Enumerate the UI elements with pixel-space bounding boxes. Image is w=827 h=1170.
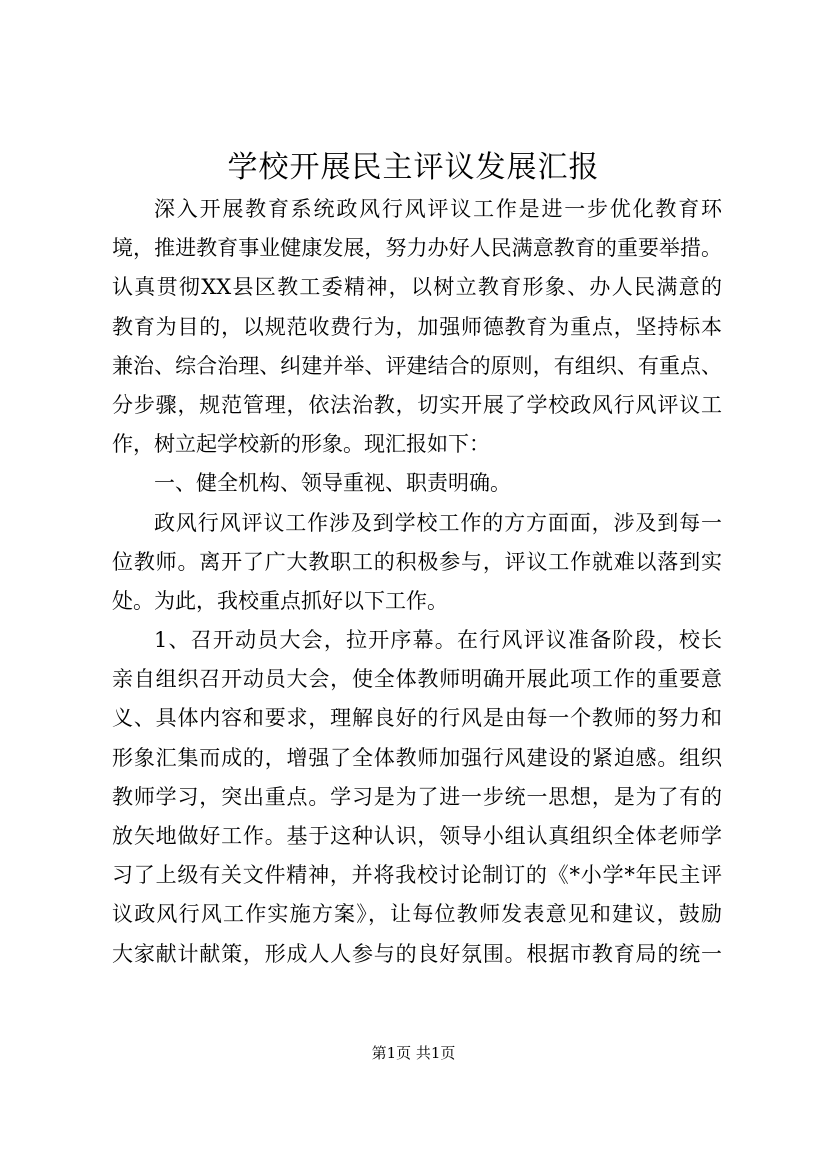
paragraph-line: 亲自组织召开动员大会，使全体教师明确开展此项工作的重要意 xyxy=(112,667,722,692)
paragraph-line: 处。为此，我校重点抓好以下工作。 xyxy=(112,588,448,613)
paragraph-line: 习了上级有关文件精神，并将我校讨论制订的《*小学*年民主评 xyxy=(112,863,722,888)
paragraph-line: 认真贯彻XX县区教工委精神，以树立教育形象、办人民满意的 xyxy=(112,275,722,300)
paragraph-line: 形象汇集而成的，增强了全体教师加强行风建设的紧迫感。组织 xyxy=(112,745,722,770)
document-title: 学校开展民主评议发展汇报 xyxy=(227,150,600,185)
page-number-footer: 第1页 共1页 xyxy=(371,1044,456,1062)
paragraph-line: 议政风行风工作实施方案》，让每位教师发表意见和建议，鼓励 xyxy=(112,902,722,927)
paragraph-line: 放矢地做好工作。基于这种认识，领导小组认真组织全体老师学 xyxy=(112,824,722,848)
paragraph-line: 境，推进教育事业健康发展，努力办好人民满意教育的重要举措。 xyxy=(112,236,722,261)
paragraph-line: 1、召开动员大会，拉开序幕。在行风评议准备阶段，校长 xyxy=(154,628,722,653)
paragraph-line: 教育为目的，以规范收费行为，加强师德教育为重点，坚持标本 xyxy=(112,314,722,339)
paragraph-line: 位教师。离开了广大教职工的积极参与，评议工作就难以落到实 xyxy=(112,549,722,574)
paragraph-line: 政风行风评议工作涉及到学校工作的方方面面，涉及到每一 xyxy=(154,510,722,535)
paragraph-line: 教师学习，突出重点。学习是为了进一步统一思想，是为了有的 xyxy=(112,784,722,809)
paragraph-line: 大家献计献策，形成人人参与的良好氛围。根据市教育局的统一 xyxy=(112,941,722,966)
section-heading: 一、健全机构、领导重视、职责明确。 xyxy=(154,471,511,496)
document-body xyxy=(112,190,722,974)
paragraph-line: 义、具体内容和要求，理解良好的行风是由每一个教师的努力和 xyxy=(112,706,722,731)
paragraph-line: 作，树立起学校新的形象。现汇报如下： xyxy=(112,432,490,457)
paragraph-line: 兼治、综合治理、纠建并举、评建结合的原则，有组织、有重点、 xyxy=(112,353,722,378)
paragraph-line: 分步骤，规范管理，依法治教，切实开展了学校政风行风评议工 xyxy=(112,392,722,417)
paragraph-line: 深入开展教育系统政风行风评议工作是进一步优化教育环 xyxy=(154,197,722,221)
